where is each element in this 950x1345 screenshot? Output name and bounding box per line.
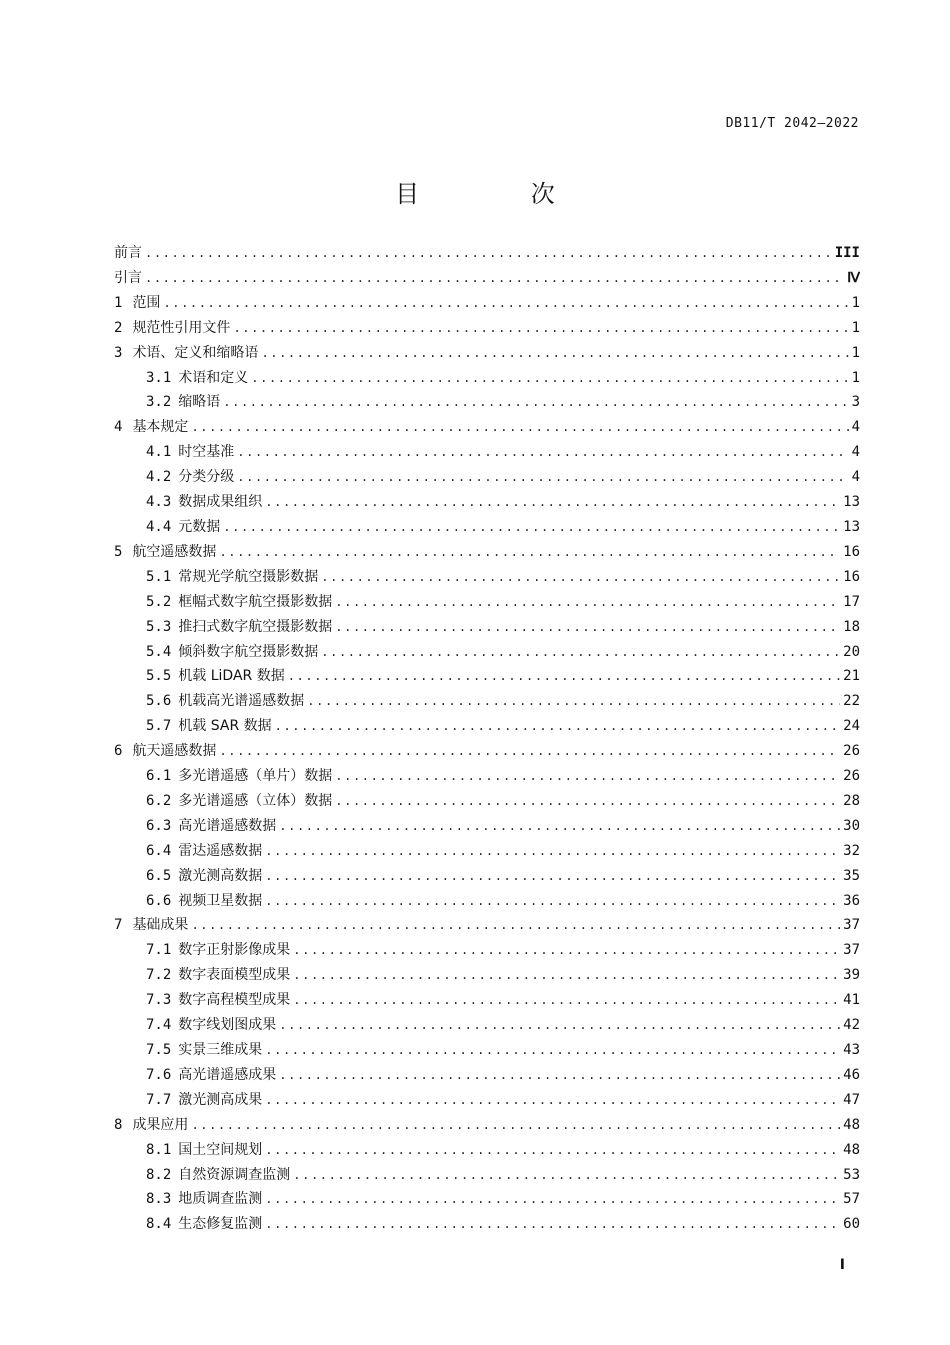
toc-entry-page: 4 bbox=[851, 444, 860, 461]
page-title: 目 次 bbox=[395, 180, 607, 208]
toc-entry-number: 4.4 bbox=[146, 518, 172, 535]
toc-entry-number: 8.3 bbox=[146, 1191, 172, 1208]
toc-entry-label: 数字线划图成果 bbox=[178, 1017, 277, 1034]
toc-entry[interactable] bbox=[114, 267, 860, 292]
toc-entry-label: 范围 bbox=[132, 294, 161, 311]
toc-entry-number: 8 bbox=[114, 1116, 123, 1133]
toc-entry[interactable] bbox=[114, 242, 860, 267]
toc-entry[interactable] bbox=[114, 989, 860, 1014]
toc-entry[interactable] bbox=[114, 890, 860, 915]
toc-entry-label: 机载 LiDAR 数据 bbox=[178, 668, 285, 685]
toc-entry-page: 18 bbox=[843, 618, 860, 635]
toc-entry-page: Ⅳ bbox=[847, 269, 860, 286]
toc-entry[interactable] bbox=[114, 516, 860, 541]
dot-leader bbox=[335, 595, 840, 609]
dot-leader bbox=[335, 620, 840, 634]
toc-entry[interactable] bbox=[114, 914, 860, 939]
toc-entry-page: 39 bbox=[843, 967, 860, 984]
toc-entry-page: 41 bbox=[843, 992, 860, 1009]
toc-entry-page: 48 bbox=[843, 1116, 860, 1133]
toc-entry-number: 4.3 bbox=[146, 494, 172, 511]
toc-entry-number: 6.6 bbox=[146, 892, 172, 909]
toc-entry-label: 常规光学航空摄影数据 bbox=[178, 568, 319, 585]
toc-entry[interactable] bbox=[114, 1188, 860, 1213]
toc-entry[interactable] bbox=[114, 665, 860, 690]
toc-entry-label: 生态修复监测 bbox=[178, 1216, 263, 1233]
toc-entry-number: 7.6 bbox=[146, 1066, 172, 1083]
toc-entry-number: 3.2 bbox=[146, 394, 172, 411]
toc-entry[interactable] bbox=[114, 367, 860, 392]
toc-entry[interactable] bbox=[114, 765, 860, 790]
toc-entry-label: 视频卫星数据 bbox=[178, 892, 263, 909]
toc-entry-label: 框幅式数字航空摄影数据 bbox=[178, 593, 333, 610]
toc-entry-label: 实景三维成果 bbox=[178, 1042, 263, 1058]
dot-leader bbox=[145, 271, 844, 285]
toc-entry-page: 28 bbox=[843, 792, 860, 809]
toc-entry[interactable] bbox=[114, 317, 860, 342]
toc-entry[interactable] bbox=[114, 416, 860, 441]
toc-entry-number: 5.4 bbox=[146, 643, 172, 660]
toc-entry-label: 航天遥感数据 bbox=[132, 743, 217, 760]
toc-entry-page: 3 bbox=[851, 394, 860, 411]
table-of-contents bbox=[114, 242, 860, 1238]
toc-entry-page: 60 bbox=[843, 1216, 860, 1233]
toc-entry-number: 7.2 bbox=[146, 967, 172, 984]
toc-entry-page: 53 bbox=[843, 1166, 860, 1183]
toc-entry-number: 6.1 bbox=[146, 768, 172, 785]
toc-entry[interactable] bbox=[114, 1114, 860, 1139]
toc-entry-number: 6.3 bbox=[146, 817, 172, 834]
dot-leader bbox=[219, 744, 840, 758]
toc-entry-number: 7.4 bbox=[146, 1017, 172, 1034]
toc-entry-page: 1 bbox=[851, 369, 860, 386]
toc-entry-label: 规范性引用文件 bbox=[132, 319, 231, 336]
toc-entry-number: 1 bbox=[114, 294, 123, 311]
toc-entry[interactable] bbox=[114, 1139, 860, 1164]
toc-entry-page: 47 bbox=[843, 1091, 860, 1108]
dot-leader bbox=[265, 495, 840, 509]
toc-entry-label: 基础成果 bbox=[132, 917, 189, 934]
toc-entry-page: 22 bbox=[843, 693, 860, 710]
footer-page-number: I bbox=[839, 1257, 845, 1273]
toc-entry-number: 7 bbox=[114, 917, 123, 934]
toc-entry-page: 20 bbox=[843, 643, 860, 660]
toc-entry-number: 4.1 bbox=[146, 444, 172, 461]
toc-entry-number: 5.3 bbox=[146, 618, 172, 635]
dot-leader bbox=[279, 1068, 840, 1082]
dot-leader bbox=[279, 1018, 840, 1032]
toc-entry-page: 30 bbox=[843, 817, 860, 834]
toc-entry-number: 5 bbox=[114, 543, 123, 560]
dot-leader bbox=[293, 993, 840, 1007]
toc-entry-page: 4 bbox=[851, 419, 860, 436]
toc-entry-page: III bbox=[834, 245, 860, 261]
toc-entry-number: 8.1 bbox=[146, 1141, 172, 1158]
dot-leader bbox=[251, 371, 848, 385]
toc-entry[interactable] bbox=[114, 815, 860, 840]
dot-leader bbox=[275, 719, 840, 733]
toc-entry[interactable] bbox=[114, 566, 860, 591]
dot-leader bbox=[265, 1217, 840, 1231]
toc-entry-number: 7.5 bbox=[146, 1042, 172, 1058]
toc-entry-label: 术语、定义和缩略语 bbox=[132, 344, 259, 361]
toc-entry-label: 分类分级 bbox=[178, 469, 235, 486]
toc-entry[interactable] bbox=[114, 865, 860, 890]
dot-leader bbox=[145, 246, 832, 260]
toc-entry-page: 46 bbox=[843, 1066, 860, 1083]
toc-entry-label: 数字正射影像成果 bbox=[178, 942, 291, 959]
toc-entry-number: 5.6 bbox=[146, 693, 172, 710]
dot-leader bbox=[233, 321, 848, 335]
toc-entry-page: 36 bbox=[843, 892, 860, 909]
dot-leader bbox=[321, 645, 840, 659]
toc-entry-number: 6 bbox=[114, 743, 123, 760]
toc-entry-page: 42 bbox=[843, 1017, 860, 1034]
toc-entry-number: 6.2 bbox=[146, 792, 172, 809]
toc-entry[interactable] bbox=[114, 1064, 860, 1089]
toc-entry-page: 17 bbox=[843, 593, 860, 610]
toc-entry[interactable] bbox=[114, 1213, 860, 1238]
toc-entry-page: 16 bbox=[843, 543, 860, 560]
toc-entry-number: 3 bbox=[114, 344, 123, 361]
dot-leader bbox=[237, 470, 848, 484]
dot-leader bbox=[265, 869, 840, 883]
dot-leader bbox=[265, 1192, 840, 1206]
toc-entry-page: 57 bbox=[843, 1191, 860, 1208]
toc-entry-label: 高光谱遥感成果 bbox=[178, 1066, 277, 1083]
toc-entry-label: 时空基准 bbox=[178, 444, 235, 461]
toc-entry-label: 自然资源调查监测 bbox=[178, 1166, 291, 1183]
toc-entry[interactable] bbox=[114, 690, 860, 715]
toc-entry-number: 8.4 bbox=[146, 1216, 172, 1233]
dot-leader bbox=[265, 844, 840, 858]
toc-entry-page: 37 bbox=[843, 917, 860, 934]
toc-entry[interactable] bbox=[114, 441, 860, 466]
toc-entry-page: 1 bbox=[851, 344, 860, 361]
toc-entry-label: 推扫式数字航空摄影数据 bbox=[178, 618, 333, 635]
dot-leader bbox=[321, 570, 840, 584]
toc-entry-number: 8.2 bbox=[146, 1166, 172, 1183]
toc-entry-label: 元数据 bbox=[178, 518, 221, 535]
dot-leader bbox=[279, 819, 840, 833]
toc-entry[interactable] bbox=[114, 342, 860, 367]
dot-leader bbox=[265, 894, 840, 908]
toc-entry-number: 6.4 bbox=[146, 842, 172, 859]
toc-entry-number: 7.1 bbox=[146, 942, 172, 959]
toc-entry-label: 成果应用 bbox=[132, 1116, 189, 1133]
toc-entry-number: 7.3 bbox=[146, 992, 172, 1009]
document-code: DB11/T 2042—2022 bbox=[725, 116, 859, 131]
dot-leader bbox=[307, 694, 840, 708]
toc-entry-label: 多光谱遥感（单片）数据 bbox=[178, 768, 333, 785]
toc-entry-label: 多光谱遥感（立体）数据 bbox=[178, 792, 333, 809]
toc-entry-page: 13 bbox=[843, 494, 860, 511]
dot-leader bbox=[265, 1143, 840, 1157]
toc-entry[interactable] bbox=[114, 1039, 860, 1064]
toc-entry[interactable] bbox=[114, 641, 860, 666]
toc-entry[interactable] bbox=[114, 1164, 860, 1189]
dot-leader bbox=[191, 918, 840, 932]
toc-entry-number: 5.5 bbox=[146, 668, 172, 685]
dot-leader bbox=[261, 346, 848, 360]
dot-leader bbox=[223, 520, 840, 534]
toc-entry-label: 高光谱遥感数据 bbox=[178, 817, 277, 834]
dot-leader bbox=[335, 794, 840, 808]
toc-entry[interactable] bbox=[114, 715, 860, 740]
dot-leader bbox=[219, 545, 840, 559]
toc-entry[interactable] bbox=[114, 391, 860, 416]
toc-entry-number: 5.7 bbox=[146, 718, 172, 735]
toc-entry-number: 2 bbox=[114, 319, 123, 336]
toc-entry-number: 4.2 bbox=[146, 469, 172, 486]
toc-entry-label: 激光测高成果 bbox=[178, 1091, 263, 1108]
toc-entry-page: 35 bbox=[843, 867, 860, 884]
toc-entry-page: 26 bbox=[843, 768, 860, 785]
toc-entry-label: 基本规定 bbox=[132, 419, 189, 436]
dot-leader bbox=[265, 1043, 840, 1057]
toc-entry-page: 24 bbox=[843, 718, 860, 735]
toc-entry[interactable] bbox=[114, 840, 860, 865]
toc-entry-number: 7.7 bbox=[146, 1091, 172, 1108]
toc-entry-label: 数字高程模型成果 bbox=[178, 992, 291, 1009]
dot-leader bbox=[223, 395, 848, 409]
toc-entry-label: 雷达遥感数据 bbox=[178, 842, 263, 859]
dot-leader bbox=[288, 669, 840, 683]
dot-leader bbox=[293, 968, 840, 982]
toc-entry-page: 32 bbox=[843, 842, 860, 859]
toc-entry[interactable] bbox=[114, 466, 860, 491]
toc-entry-label: 机载高光谱遥感数据 bbox=[178, 693, 305, 710]
toc-entry-label: 倾斜数字航空摄影数据 bbox=[178, 643, 319, 660]
toc-entry-page: 13 bbox=[843, 518, 860, 535]
toc-entry-page: 37 bbox=[843, 942, 860, 959]
toc-entry[interactable] bbox=[114, 491, 860, 516]
toc-entry[interactable] bbox=[114, 591, 860, 616]
toc-entry-label: 国土空间规划 bbox=[178, 1141, 263, 1158]
toc-entry-page: 1 bbox=[851, 294, 860, 311]
toc-entry-number: 5.1 bbox=[146, 568, 172, 585]
toc-entry-page: 26 bbox=[843, 743, 860, 760]
toc-entry-label: 数字表面模型成果 bbox=[178, 967, 291, 984]
toc-entry-page: 21 bbox=[843, 668, 860, 685]
toc-entry-label: 机载 SAR 数据 bbox=[178, 718, 272, 735]
toc-entry-label: 术语和定义 bbox=[178, 369, 249, 386]
toc-entry[interactable] bbox=[114, 939, 860, 964]
toc-entry[interactable] bbox=[114, 616, 860, 641]
toc-entry-label: 前言 bbox=[114, 245, 142, 261]
toc-entry[interactable] bbox=[114, 541, 860, 566]
dot-leader bbox=[237, 445, 848, 459]
toc-entry[interactable] bbox=[114, 292, 860, 317]
dot-leader bbox=[191, 1118, 840, 1132]
toc-entry[interactable] bbox=[114, 1014, 860, 1039]
dot-leader bbox=[293, 943, 840, 957]
toc-entry-page: 4 bbox=[851, 469, 860, 486]
toc-entry[interactable] bbox=[114, 790, 860, 815]
toc-entry[interactable] bbox=[114, 740, 860, 765]
toc-entry-number: 6.5 bbox=[146, 867, 172, 884]
toc-entry-number: 5.2 bbox=[146, 593, 172, 610]
toc-entry-number: 4 bbox=[114, 419, 123, 436]
toc-entry[interactable] bbox=[114, 1089, 860, 1114]
dot-leader bbox=[191, 420, 848, 434]
toc-entry-label: 引言 bbox=[114, 269, 142, 286]
toc-entry-label: 激光测高数据 bbox=[178, 867, 263, 884]
dot-leader bbox=[335, 769, 840, 783]
dot-leader bbox=[293, 1168, 840, 1182]
toc-entry-label: 数据成果组织 bbox=[178, 494, 263, 511]
toc-entry-page: 16 bbox=[843, 568, 860, 585]
toc-entry-page: 1 bbox=[851, 319, 860, 336]
dot-leader bbox=[163, 296, 848, 310]
toc-entry-label: 缩略语 bbox=[178, 394, 221, 411]
dot-leader bbox=[265, 1093, 840, 1107]
toc-entry-page: 48 bbox=[843, 1141, 860, 1158]
toc-entry-number: 3.1 bbox=[146, 369, 172, 386]
toc-entry[interactable] bbox=[114, 964, 860, 989]
toc-entry-label: 航空遥感数据 bbox=[132, 543, 217, 560]
toc-entry-page: 43 bbox=[843, 1042, 860, 1058]
toc-entry-label: 地质调查监测 bbox=[178, 1191, 263, 1208]
